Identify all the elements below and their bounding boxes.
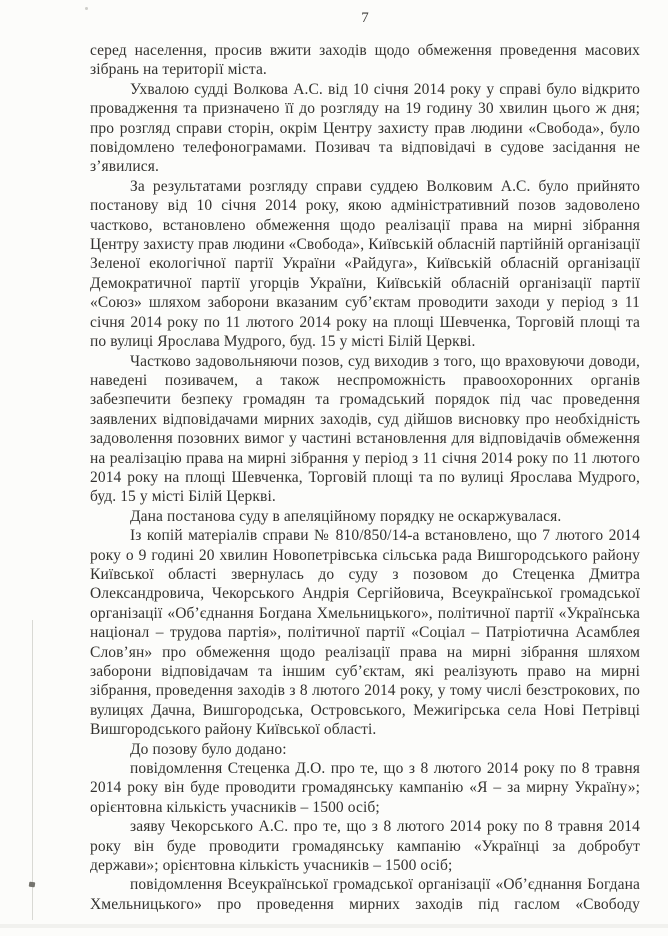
document-body (90, 41, 640, 914)
paragraph: До позову було додано: (130, 740, 287, 758)
paragraph: Частково задовольняючи позов, суд виходив з того, що враховуючи доводи, наведені позивачем, а також неспроможність правоохоронних органів забезпечити безпеку громадян та громадський порядок під час проведення заявлених відповідачами мирних заходів, суд дійшов висновку про необхідність задоволення позовних вимог у частині встановлення для відповідачів обмеження на реалізацію права на мирні зібрання у період з 11 січня 2014 року по 11 лютого 2014 року на площі Шевченка, Торговій площі та по вулиці Ярослава Мудрого, буд. 15 у місті Білій Церкві. (90, 352, 640, 506)
paragraph-continuation: серед населення, просив вжити заходів щодо обмеження проведення масових зібрань на території міста. (90, 42, 640, 79)
paragraph: Ухвалою судді Волкова А.С. від 10 січня 2014 року у справі було відкрито провадження та призначено її до розгляду на 19 годину 30 хвилин цього ж дня; про розгляд справи сторін, окрім Центру захисту прав людини «Свобода», було повідомлено телефонограмами. Позивач та відповідачі в судове засідання не з’явилися. (90, 80, 640, 176)
scan-shadow-band (0, 924, 668, 928)
paragraph: повідомлення Стеценка Д.О. про те, що з 8 лютого 2014 року по 8 травня 2014 року він буде проводити громадянську кампанію «Я – за мирну Україну»; орієнтовна кількість учасників – 1500 осіб; (90, 760, 640, 816)
scan-dot-artifact (85, 7, 88, 10)
page-number: 7 (361, 10, 369, 26)
paragraph: заяву Чекорського А.С. про те, що з 8 лютого 2014 року по 8 травня 2014 року він буде проводити громадянську кампанію «Українці за добробут держави»; орієнтовна кількість учасників – 1500 осіб; (90, 818, 640, 875)
paragraph-cut-off: повідомлення Всеукраїнської громадської організації «Об’єднання Богдана Хмельницького» про проведення мирних заходів під гаслом «Свободу (90, 876, 640, 913)
paragraph: Із копій матеріалів справи № 810/850/14-а встановлено, що 7 лютого 2014 року о 9 годині 20 хвилин Новопетрівська сільська рада Вишгородського району Київської області звернулась до суду з позовом до Стеценка Дмитра Олександровича, Чекорського Андрія Сергійовича, Всеукраїнської громадської організації «Об’єднання Богдана Хмельницького», політичної партії «Українська націонал – трудова партія», політичної партії «Соціал – Патріотична Асамблея Слов’ян» про обмеження щодо реалізації права на мирні зібрання шляхом заборони відповідачам та іншим суб’єктам, які реалізують право на мирні зібрання, проведення заходів з 8 лютого 2014 року, у тому числі безстрокових, по вулицях Дачна, Вишгородська, Островського, Межигірська села Нові Петрівці Вишгородського району Київської області. (90, 527, 640, 739)
paragraph: За результатами розгляду справи суддею Волковим А.С. було прийнято постанову від 10 січня 2014 року, якою адміністративний позов задоволено частково, встановлено обмеження щодо реалізації права на мирні зібрання Центру захисту прав людини «Свобода», Київській обласній партійній організації Зеленої екологічної партії України «Райдуга», Київській обласній організації Демократичної партії угорців України, Київській обласній організації партії «Союз» шляхом заборони вказаним суб’єктам проводити заходи у період з 11 січня 2014 року по 11 лютого 2014 року на площі Шевченка, Торговій площі та по вулиці Ярослава Мудрого, буд. 15 у місті Білій Церкві. (90, 177, 640, 351)
scan-speck-artifact (29, 882, 36, 888)
paragraph: Дана постанова суду в апеляційному порядку не оскаржувалася. (130, 507, 562, 525)
scan-fold-line-artifact (32, 620, 33, 920)
